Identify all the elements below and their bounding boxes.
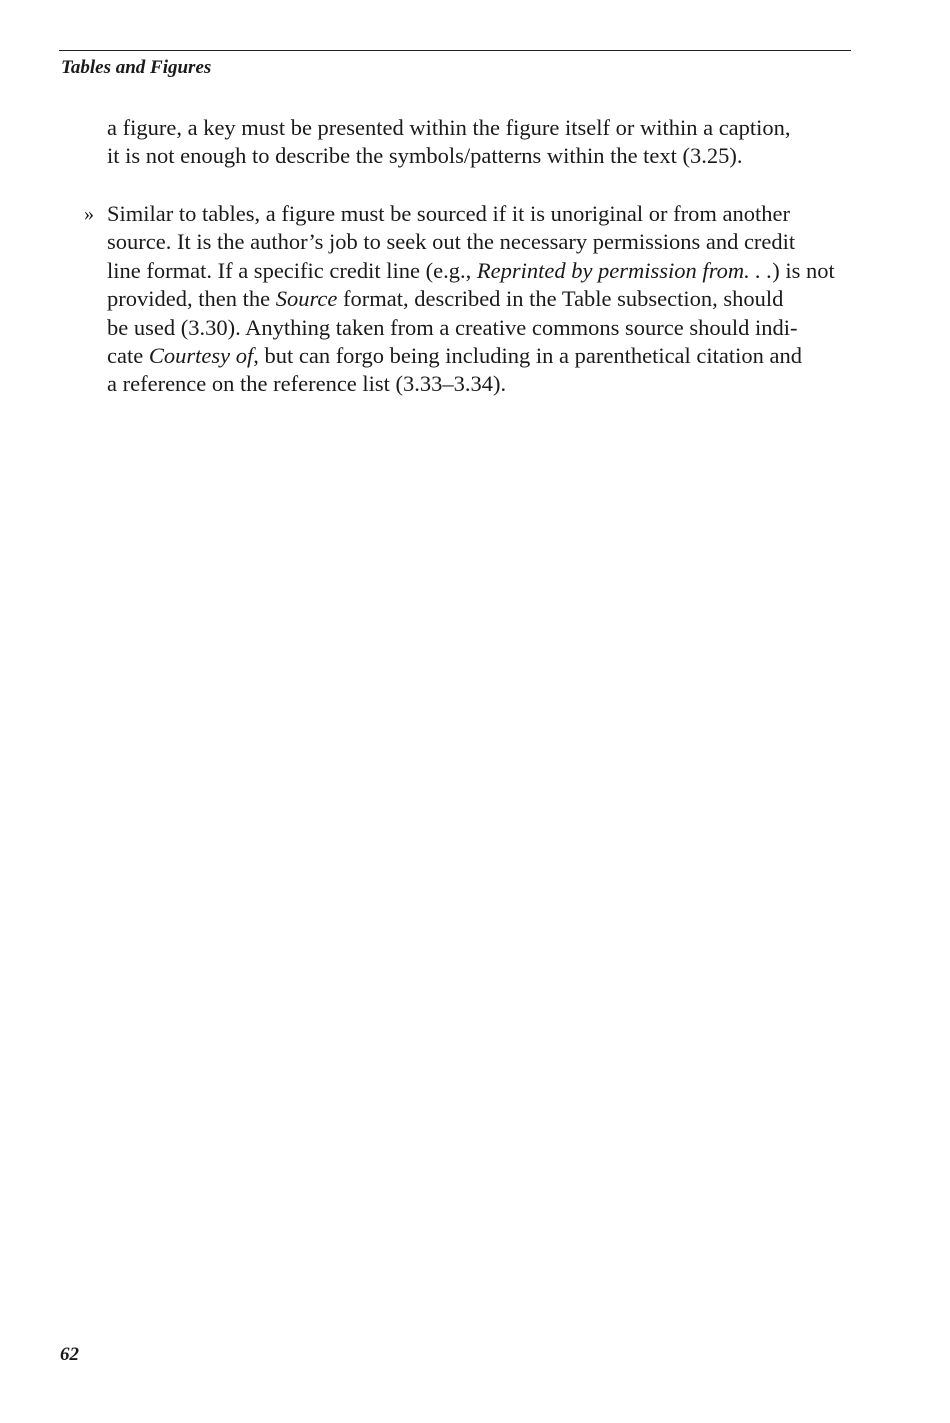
text-run: line format. If a specific credit line (e.g., bbox=[107, 257, 477, 283]
italic-credit-line-example: Reprinted by permission from. . . bbox=[476, 257, 773, 283]
italic-source-term: Source bbox=[275, 286, 338, 312]
text-run: provided, then the bbox=[107, 286, 276, 312]
header-rule bbox=[59, 50, 851, 51]
text-line: Similar to tables, a figure must be sourced if it is unoriginal or from another bbox=[107, 201, 790, 226]
text-line: a figure, a key must be presented within the figure itself or within a caption, bbox=[107, 115, 791, 140]
text-line: a reference on the reference list (3.33–3.34). bbox=[107, 371, 507, 397]
bullet-paragraph-sourcing bbox=[84, 200, 857, 399]
text-line: it is not enough to describe the symbols/patterns within the text (3.25). bbox=[107, 143, 743, 169]
text-line bbox=[107, 257, 857, 285]
bullet-marker-icon: » bbox=[84, 203, 94, 225]
text-line bbox=[107, 342, 857, 370]
running-head: Tables and Figures bbox=[61, 57, 212, 78]
text-line: be used (3.30). Anything taken from a creative commons source should indi- bbox=[107, 314, 798, 340]
paragraph-continuation bbox=[107, 114, 857, 171]
text-run: ) is not bbox=[772, 257, 835, 283]
text-line bbox=[107, 285, 857, 313]
italic-courtesy-term: Courtesy of bbox=[148, 342, 254, 368]
text-run: format, described in the Table subsection, should bbox=[337, 286, 784, 312]
text-run: , but can forgo being including in a parenthetical citation and bbox=[253, 342, 803, 368]
page-number: 62 bbox=[60, 1344, 79, 1365]
text-line: source. It is the author’s job to seek out the necessary permissions and credit bbox=[107, 229, 796, 255]
text-run: cate bbox=[107, 342, 149, 368]
